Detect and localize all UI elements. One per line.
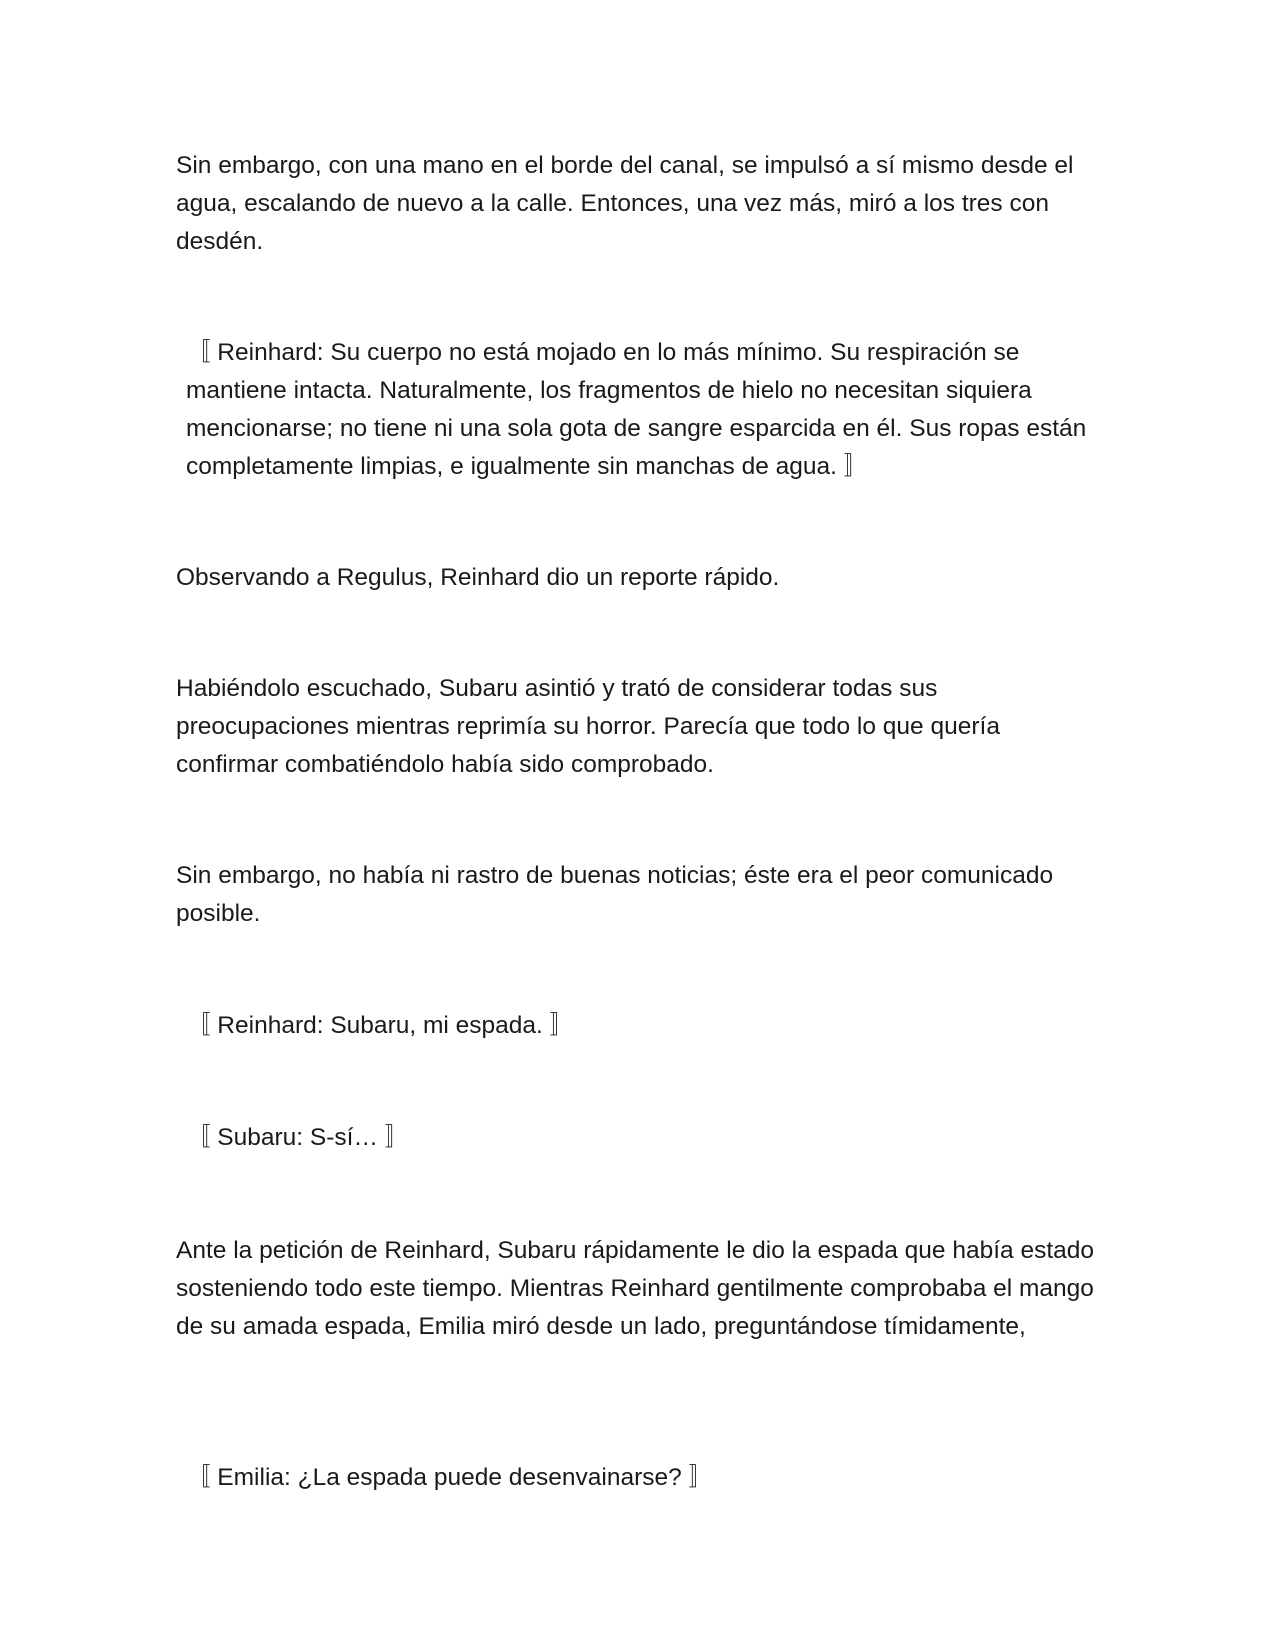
paragraph-narration: Sin embargo, con una mano en el borde del canal, se impulsó a sí mismo desde el agua, escalando de nuevo a la calle. Entonces, una vez más, miró a los tres con desdén.	[176, 152, 1074, 255]
paragraph-dialogue-emilia: 〚 Emilia: ¿La espada puede desenvainarse? 〛	[186, 1464, 714, 1491]
paragraph-dialogue-reinhard: 〚 Reinhard: Su cuerpo no está mojado en lo más mínimo. Su respiración se mantiene intacta. Naturalmente, los fragmentos de hielo no necesitan siquiera mencionarse; no tiene ni una sola gota de sangre esparcida en él. Sus ropas están completamente limpias, e igualmente sin manchas de agua. 〛	[186, 339, 1087, 480]
paragraph-narration: Habiéndolo escuchado, Subaru asintió y trató de considerar todas sus preocupaciones mientras reprimía su horror. Parecía que todo lo que quería confirmar combatiéndolo había sido comprobado.	[176, 675, 1000, 778]
paragraph-narration: Sin embargo, no había ni rastro de buenas noticias; éste era el peor comunicado posible.	[176, 862, 1054, 927]
paragraph-dialogue-subaru: 〚 Subaru: S-sí… 〛	[186, 1124, 410, 1151]
paragraph-dialogue-reinhard: 〚 Reinhard: Subaru, mi espada. 〛	[186, 1012, 575, 1039]
paragraph-narration: Ante la petición de Reinhard, Subaru rápidamente le dio la espada que había estado sosteniendo todo este tiempo. Mientras Reinhard gentilmente comprobaba el mango de su amada espada, Emilia miró desde un lado, preguntándose tímidamente,	[176, 1237, 1095, 1340]
paragraph-narration: Observando a Regulus, Reinhard dio un reporte rápido.	[176, 564, 780, 591]
